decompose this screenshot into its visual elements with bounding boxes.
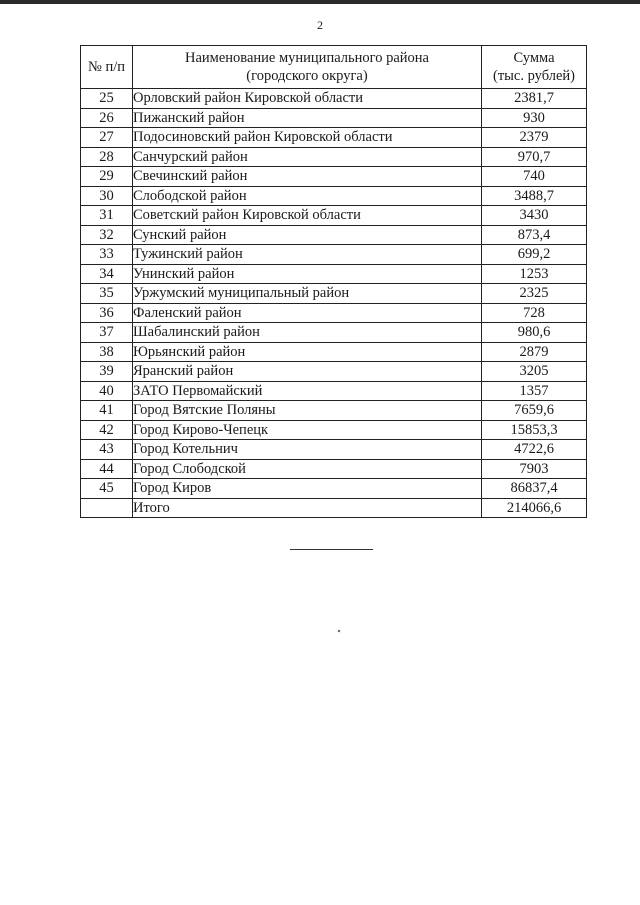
row-number: 32 <box>81 225 133 245</box>
closing-rule-line <box>290 549 373 550</box>
row-number: 25 <box>81 89 133 109</box>
table-total-row <box>81 498 587 518</box>
table-row <box>81 264 587 284</box>
row-name: Юрьянский район <box>133 342 482 362</box>
row-name: Яранский район <box>133 362 482 382</box>
table-row <box>81 284 587 304</box>
row-number: 27 <box>81 128 133 148</box>
table-row <box>81 362 587 382</box>
row-name: ЗАТО Первомайский <box>133 381 482 401</box>
row-number: 36 <box>81 303 133 323</box>
row-sum: 699,2 <box>482 245 587 265</box>
table-row <box>81 303 587 323</box>
row-sum: 930 <box>482 108 587 128</box>
row-number: 33 <box>81 245 133 265</box>
total-label: Итого <box>133 498 482 518</box>
total-sum: 214066,6 <box>482 498 587 518</box>
row-name: Город Кирово-Чепецк <box>133 420 482 440</box>
row-sum: 2381,7 <box>482 89 587 109</box>
row-sum: 1357 <box>482 381 587 401</box>
header-sum-line1: Сумма <box>513 50 555 66</box>
row-number: 31 <box>81 206 133 226</box>
row-name: Санчурский район <box>133 147 482 167</box>
row-number: 38 <box>81 342 133 362</box>
row-number: 42 <box>81 420 133 440</box>
row-sum: 3430 <box>482 206 587 226</box>
table-body <box>81 89 587 518</box>
header-name <box>133 46 482 89</box>
allocation-table <box>80 45 587 518</box>
row-sum: 2379 <box>482 128 587 148</box>
row-sum: 1253 <box>482 264 587 284</box>
header-sum <box>482 46 587 89</box>
row-number: 35 <box>81 284 133 304</box>
row-number: 28 <box>81 147 133 167</box>
row-number: 29 <box>81 167 133 187</box>
row-number: 39 <box>81 362 133 382</box>
row-sum: 3488,7 <box>482 186 587 206</box>
row-name: Унинский район <box>133 264 482 284</box>
total-number <box>81 498 133 518</box>
row-name: Город Слободской <box>133 459 482 479</box>
table-row <box>81 342 587 362</box>
row-name: Город Вятские Поляны <box>133 401 482 421</box>
table-row <box>81 440 587 460</box>
table-row <box>81 225 587 245</box>
header-number <box>81 46 133 89</box>
row-name: Свечинский район <box>133 167 482 187</box>
table-row <box>81 381 587 401</box>
table-row <box>81 108 587 128</box>
row-sum: 4722,6 <box>482 440 587 460</box>
row-name: Город Киров <box>133 479 482 499</box>
row-number: 30 <box>81 186 133 206</box>
table-row <box>81 167 587 187</box>
table-row <box>81 147 587 167</box>
row-number: 44 <box>81 459 133 479</box>
header-name-line1: Наименование муниципального района <box>185 50 429 66</box>
table-row <box>81 479 587 499</box>
row-sum: 728 <box>482 303 587 323</box>
row-number: 26 <box>81 108 133 128</box>
row-name: Уржумский муниципальный район <box>133 284 482 304</box>
row-name: Слободской район <box>133 186 482 206</box>
row-name: Орловский район Кировской области <box>133 89 482 109</box>
page-number: 2 <box>317 18 323 32</box>
row-sum: 873,4 <box>482 225 587 245</box>
row-sum: 7659,6 <box>482 401 587 421</box>
table-row <box>81 401 587 421</box>
row-name: Тужинский район <box>133 245 482 265</box>
row-sum: 7903 <box>482 459 587 479</box>
table-row <box>81 186 587 206</box>
table-header-row <box>81 46 587 89</box>
row-name: Подосиновский район Кировской области <box>133 128 482 148</box>
top-border-line <box>0 0 640 4</box>
row-name: Сунский район <box>133 225 482 245</box>
row-name: Шабалинский район <box>133 323 482 343</box>
row-sum: 3205 <box>482 362 587 382</box>
row-number: 45 <box>81 479 133 499</box>
row-name: Фаленский район <box>133 303 482 323</box>
table-row <box>81 89 587 109</box>
row-sum: 980,6 <box>482 323 587 343</box>
row-sum: 970,7 <box>482 147 587 167</box>
row-number: 43 <box>81 440 133 460</box>
scan-speck <box>338 630 341 633</box>
header-sum-line2: (тыс. рублей) <box>493 68 575 84</box>
row-number: 40 <box>81 381 133 401</box>
header-name-line2: (городского округа) <box>246 68 368 84</box>
table-row <box>81 420 587 440</box>
row-sum: 15853,3 <box>482 420 587 440</box>
row-sum: 86837,4 <box>482 479 587 499</box>
row-number: 37 <box>81 323 133 343</box>
row-name: Город Котельнич <box>133 440 482 460</box>
row-sum: 740 <box>482 167 587 187</box>
table-row <box>81 206 587 226</box>
table-row <box>81 459 587 479</box>
row-name: Советский район Кировской области <box>133 206 482 226</box>
row-sum: 2325 <box>482 284 587 304</box>
table-row <box>81 323 587 343</box>
row-number: 41 <box>81 401 133 421</box>
header-number-label: № п/п <box>87 59 125 75</box>
row-sum: 2879 <box>482 342 587 362</box>
table-row <box>81 128 587 148</box>
row-name: Пижанский район <box>133 108 482 128</box>
row-number: 34 <box>81 264 133 284</box>
table-row <box>81 245 587 265</box>
